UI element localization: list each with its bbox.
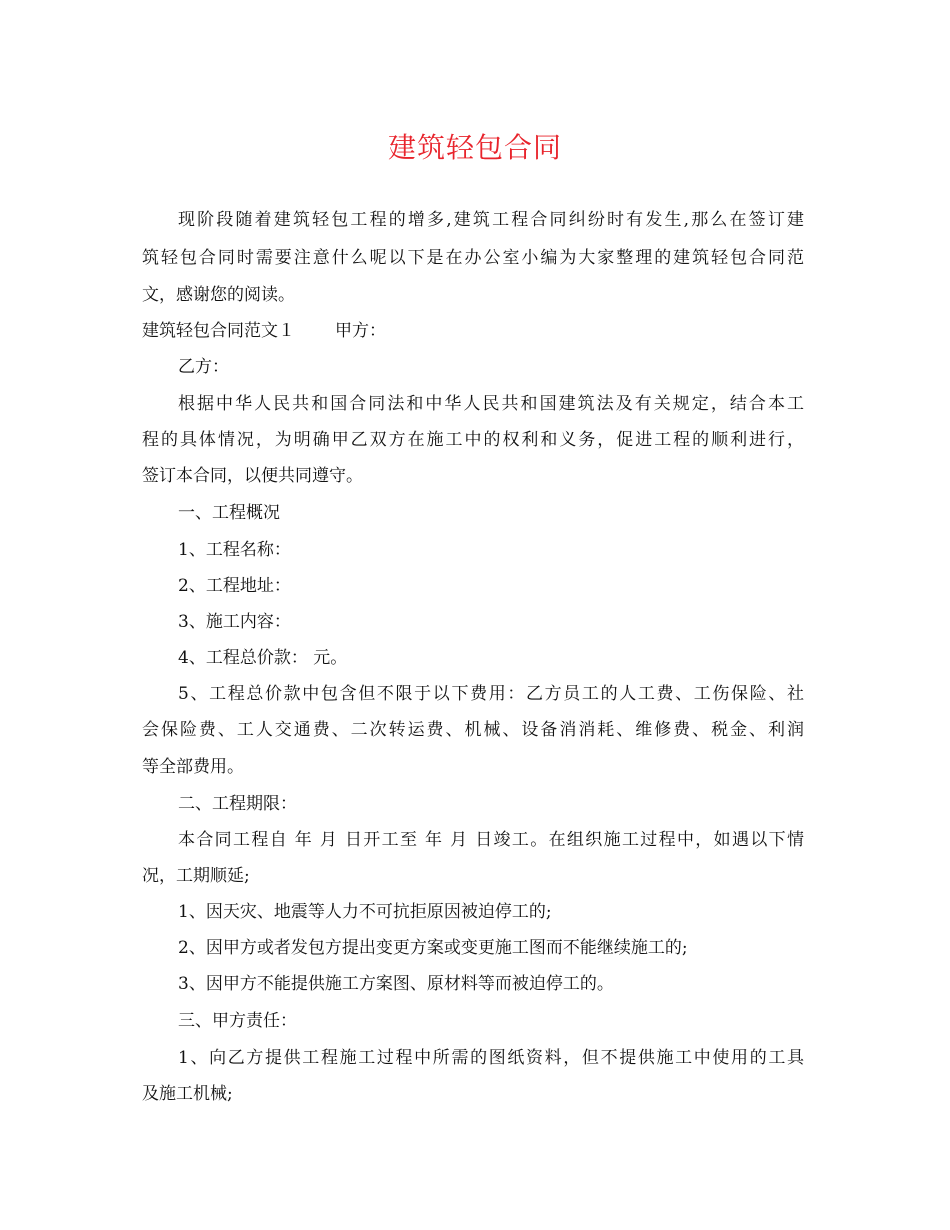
sample-heading-row bbox=[142, 319, 386, 343]
intro-line: 筑轻包合同时需要注意什么呢以下是在办公室小编为大家整理的建筑轻包合同范 bbox=[142, 248, 804, 268]
section-2-heading: 二、工程期限： bbox=[178, 794, 297, 814]
section-2-item: 3、因甲方不能提供施工方案图、原材料等而被迫停工的。 bbox=[178, 974, 614, 994]
intro-line: 现阶段随着建筑轻包工程的增多,建筑工程合同纠纷时有发生,那么在签订建 bbox=[178, 210, 804, 230]
preamble-line: 程的具体情况，为明确甲乙双方在施工中的权利和义务，促进工程的顺利进行， bbox=[142, 430, 804, 450]
section-1-heading: 一、工程概况 bbox=[178, 503, 280, 523]
section-1-item: 3、施工内容： bbox=[178, 612, 291, 632]
section-3-heading: 三、甲方责任： bbox=[178, 1011, 297, 1031]
section-1-item-cont: 会保险费、工人交通费、二次转运费、机械、设备消消耗、维修费、税金、利润 bbox=[142, 720, 804, 740]
party-b-label: 乙方： bbox=[178, 357, 229, 377]
section-1-item-cont: 等全部费用。 bbox=[142, 757, 244, 777]
intro-line: 文，感谢您的阅读。 bbox=[142, 285, 295, 305]
section-2-paragraph: 本合同工程自 年 月 日开工至 年 月 日竣工。在组织施工过程中，如遇以下情 bbox=[178, 830, 804, 850]
section-2-paragraph-cont: 况，工期顺延; bbox=[142, 866, 250, 886]
party-a-label: 甲方： bbox=[335, 321, 386, 341]
section-1-item: 2、工程地址： bbox=[178, 576, 291, 596]
section-1-item: 4、工程总价款： 元。 bbox=[178, 648, 348, 668]
section-2-item: 1、因天灾、地震等人力不可抗拒原因被迫停工的; bbox=[178, 902, 552, 922]
section-2-item: 2、因甲方或者发包方提出变更方案或变更施工图而不能继续施工的; bbox=[178, 938, 688, 958]
section-1-item: 1、工程名称： bbox=[178, 540, 291, 560]
preamble-line: 签订本合同，以便共同遵守。 bbox=[142, 466, 363, 486]
section-1-item: 5、工程总价款中包含但不限于以下费用：乙方员工的人工费、工伤保险、社 bbox=[178, 684, 804, 704]
section-3-item: 1、向乙方提供工程施工过程中所需的图纸资料，但不提供施工中使用的工具 bbox=[178, 1048, 804, 1068]
preamble-line: 根据中华人民共和国合同法和中华人民共和国建筑法及有关规定，结合本工 bbox=[178, 394, 804, 414]
document-title: 建筑轻包合同 bbox=[387, 131, 562, 164]
section-3-item-cont: 及施工机械; bbox=[142, 1084, 233, 1104]
sample-heading: 建筑轻包合同范文１ bbox=[142, 321, 295, 341]
